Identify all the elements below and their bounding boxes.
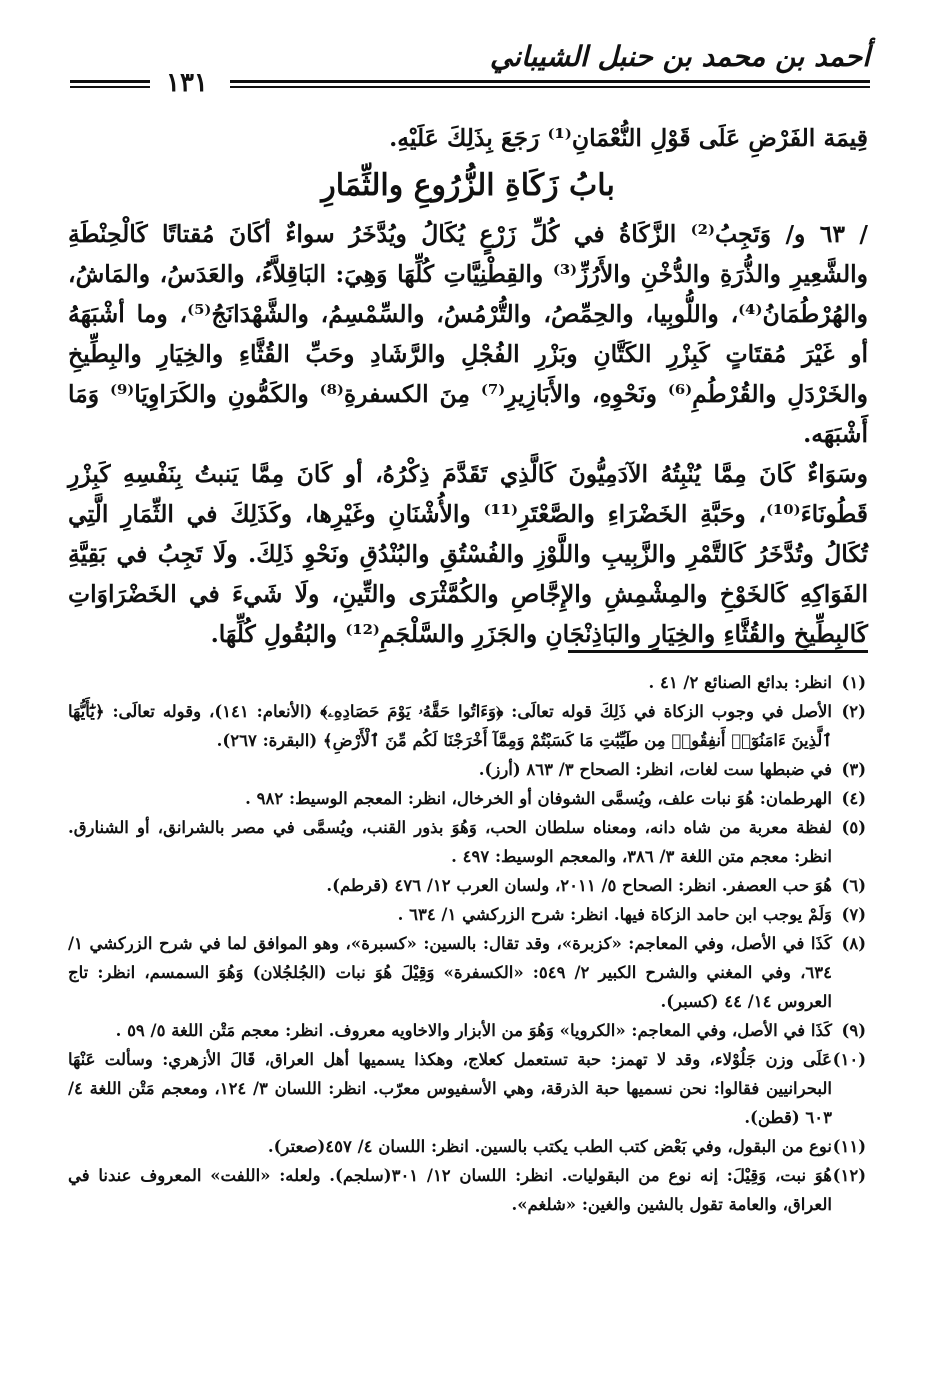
opening-line: قِيمَة الفَرْضِ عَلَى قَوْلِ النُّعْمَانِ⁽¹⁾ رَجَعَ بِذَلِكَ عَلَيْهِ. — [389, 124, 868, 152]
footnote-number: (٦) — [841, 876, 866, 895]
running-head: أحمد بن محمد بن حنبل الشيباني — [489, 40, 870, 73]
footnote — [68, 929, 866, 1016]
footnotes — [68, 668, 866, 1219]
footnote-text: الهرطمان: هُوَ نبات علف، ويُسمَّى الشوفان أو الخرخال، انظر: المعجم الوسيط: ٩٨٢ . — [245, 789, 832, 808]
footnote-number: (٨) — [841, 934, 866, 953]
footnote-number: (١٢) — [832, 1166, 866, 1185]
footnote — [68, 668, 866, 697]
footnote — [68, 871, 866, 900]
footnote — [68, 784, 866, 813]
footnote-text: في ضبطها ست لغات، انظر: الصحاح ٣/ ٨٦٣ (أرز). — [478, 760, 832, 779]
main-text — [68, 118, 868, 654]
footnote-text: الأصل في وجوب الزكاة في ذَلِكَ قوله تعالَى: ﴿وَءَاتُوا حَقَّهُۥ يَوْمَ حَصَادِهِۦ﴾ (الأنعام: ١٤١)، وقوله تعالَى: ﴿يَٰٓأَيُّهَا ٱلَّذِينَ ءَامَنُوٓا۟ أَنفِقُوا۟ مِن طَيِّبَٰتِ مَا كَسَبْتُمْ وَمِمَّآ أَخْرَجْنَا لَكُم مِّنَ ٱلْأَرْضِ﴾ (البقرة: ٢٦٧). — [68, 702, 832, 750]
footnote-text: كَذَا في الأصل، وفي المعاجم: «الكرويا» وَهُوَ من الأبزار والاخاويه معروف. انظر: معجم مَتْن اللغة ٥/ ٥٩ . — [115, 1021, 832, 1040]
footnote-number: (٢) — [841, 702, 866, 721]
footnote-number: (٣) — [841, 760, 866, 779]
header-rule — [230, 80, 870, 88]
footnote-text: وَلَمْ يوجب ابن حامد الزكاة فيها. انظر: شرح الزركشي ١/ ٦٣٤ . — [397, 905, 832, 924]
footnote-text: انظر: بدائع الصنائع ٢/ ٤١ . — [648, 673, 832, 692]
paragraph: / ٦٣ و/ وَتَجِبُ⁽²⁾ الزَّكَاةُ في كُلِّ زَرْعٍ يُكَالُ ويُدَّخَرُ سواءٌ أكَانَ مُقتاتًا كَالْحِنْطَةِ والشَّعِيرِ والذُّرَةِ والدُّخْنِ والأَرُزِّ⁽³⁾ والقِطْنِيَّاتِ كُلِّهَا وَهِيَ: البَاقِلاَّءُ، والعَدَسُ، والمَاشُ، والهُرْطُمَانُ⁽⁴⁾، واللُّوبِيا، والحِمِّصُ، والتُّرْمُسُ، والسِّمْسِمُ، والشَّهْدَانَجُ⁽⁵⁾، وما أشْبَهَهُ أو غَيْرَ مُقتَاتٍ كَبِزْرِ الكَتَّانِ وبَزْرِ الفُجْلِ والرَّشَادِ وحَبِّ القُثَّاءِ والخِيَارِ والبِطِّيخِ والخَرْدَلِ والقُرْطُمِ⁽⁶⁾ ونَحْوِهِ، والأَبَازِيرِ⁽⁷⁾ مِنَ الكسفرةِ⁽⁸⁾ والكَمُّونِ والكَرَاوِيَا⁽⁹⁾ وَمَا أَشْبَهَه. — [68, 220, 869, 448]
footnote-text: هُوَ حب العصفر. انظر: الصحاح ٥/ ٢٠١١، ولسان العرب ١٢/ ٤٧٦ (قرطم). — [326, 876, 832, 895]
footnote — [68, 755, 866, 784]
footnote-number: (٧) — [841, 905, 866, 924]
footnote-text: نوع من البقول، وفي بَعْض كتب الطب يكتب بالسين. انظر: اللسان ٤/ ٤٥٧(صعتر). — [267, 1137, 832, 1156]
header-rule-short — [70, 80, 150, 88]
footnote-text: لفظة معربة من شاه دانه، ومعناه سلطان الحب، وَهُوَ بذور القنب، ويُسمَّى في مصر بالشرانق، أو الشنارق. انظر: معجم متن اللغة ٣/ ٣٨٦، والمعجم الوسيط: ٤٩٧ . — [68, 818, 832, 866]
footnote-number: (٤) — [841, 789, 866, 808]
footnote — [68, 697, 866, 755]
page-number: ١٣١ — [158, 68, 216, 98]
footnote-number: (١) — [841, 673, 866, 692]
footnote-number: (١٠) — [832, 1050, 866, 1069]
footnote-text: عَلَى وزن جَلُوْلاء، وقد لا تهمز: حبة تستعمل كعلاج، وهكذا يسميها أهل العراق، قَالَ الأزهري: وسألت عَنْهَا البحرانيين فقالوا: نحن نسميها حبة الذرقة، وهي الأسفيوس معرّب. انظر: اللسان ٣/ ١٢٤، ومعجم مَتْن اللغة ٤/ ٦٠٣ (قطن). — [68, 1050, 832, 1127]
paragraph: وسَوَاءٌ كَانَ مِمَّا يُنْبِتُهُ الآدَمِيُّونَ كَالَّذِي تَقَدَّمَ ذِكْرُهُ، أو كَانَ مِمَّا يَنبتُ بِنَفْسِهِ كَبِزْرِ قَطُونَاءَ⁽¹⁰⁾، وحَبَّةِ الخَضْرَاءِ والصَّعْتَرِ⁽¹¹⁾ والأُشْنَانِ وغَيْرِها، وكَذَلِكَ في الثِّمَارِ الَّتِي تُكَالُ وتُدَّخَرُ كَالتَّمْرِ والزَّبِيبِ واللَّوْزِ والفُسْتُقِ والبُنْدُقِ ونَحْوِ ذَلِكَ. ولَا تَجِبُ في بَقِيَّةِ الفَوَاكِهِ كَالخَوْخِ والمِشْمِشِ والإِجَّاصِ والكُمَّثْرَى والتِّينِ، ولَا شَيءَ في الخَضْرَاوَاتِ كَالبِطِّيخِ والقُثَّاءِ والخِيَارِ والبَاذِنْجَانِ والجَزَرِ والسَّلْجَمِ⁽¹²⁾ والبُقُولِ كُلِّهَا. — [68, 460, 868, 648]
footnote-number: (٩) — [841, 1021, 866, 1040]
footnote — [68, 1132, 866, 1161]
page-header — [70, 40, 870, 98]
footnote-text: هُوَ نبت، وَقِيْلَ: إنه نوع من البقوليات. انظر: اللسان ١٢/ ٣٠١(سلجم). ولعله: «اللفت» المعروف عندنا في العراق، والعامة تقول بالشين والغين: «شلغم». — [68, 1166, 832, 1214]
footnote-number: (١١) — [832, 1137, 866, 1156]
footnote — [68, 900, 866, 929]
footnote-number: (٥) — [841, 818, 866, 837]
chapter-title: بابُ زَكَاةِ الزُّرُوعِ والثِّمَارِ — [321, 168, 615, 203]
footnote — [68, 1161, 866, 1219]
footnote-text: كَذَا في الأصل، وفي المعاجم: «كزبرة»، وقد تقال: بالسين: «كسبرة»، وهو الموافق لما في شرح الزركشي ١/ ٦٣٤، وفي المغني والشرح الكبير ٢/ ٥٤٩: «الكسفرة» وَقِيْلَ هُوَ نبات (الجُلجُلان) وَهُوَ السمسم، انظر: تاج العروس ١٤/ ٤٤ (كسبر). — [68, 934, 833, 1011]
footnote — [68, 1016, 866, 1045]
footnote — [68, 1045, 866, 1132]
footnote-separator — [568, 650, 868, 653]
footnote — [68, 813, 866, 871]
